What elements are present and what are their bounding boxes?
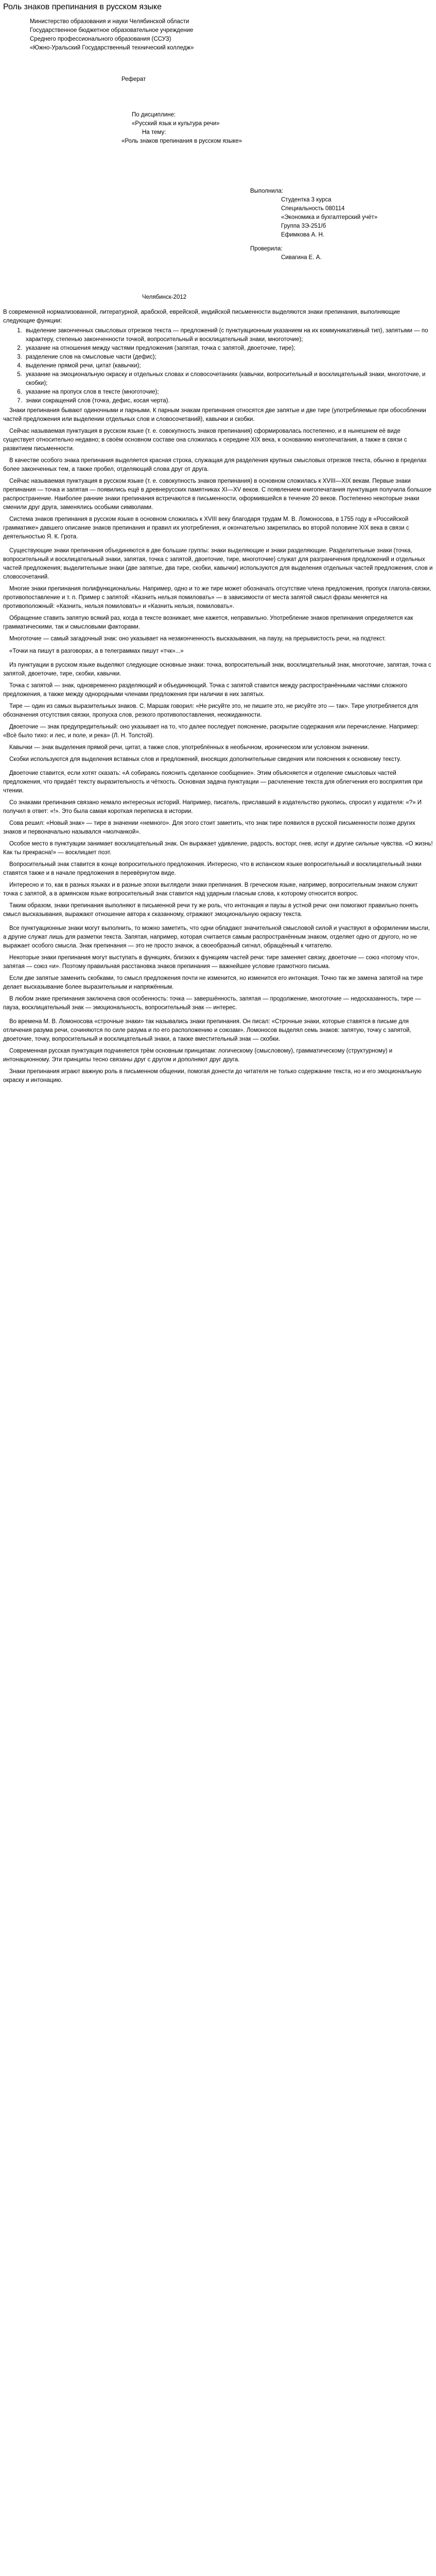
paragraph: Современная русская пунктуация подчиняется трём основным принципам: логическому (смысловому), грамматическому (структурному) и интонационному. Эти принципы тесно связаны друг с другом и дополняют друг друга. [3, 1048, 393, 1063]
paragraph: Тире — один из самых выразительных знаков. С. Маршак говорил: «Не рисуйте это, не пишите это, не рисуйте это — так». Тире употребляется для обозначения отсутствия связки, пропуска слов, резкого противопоставления, неожиданности. [3, 703, 418, 718]
paragraph: Обращение ставить запятую всякий раз, когда в тексте возникает, мне кажется, неправильно. Употребление знаков препинания определяется как грамматическими, так и смысловыми факторами. [3, 615, 413, 631]
paragraph: Некоторые знаки препинания могут выступать в функциях, близких к функциям частей речи: тире заменяет связку, двоеточие — союз «потому что», запятая — союз «и». Поэтому правильная расстановка знаков препинания — важнейшее условие грамотного письма. [3, 954, 420, 970]
paragraph: Двоеточие — знак предупредительный: оно указывает на то, что далее последует пояснение, раскрытие содержания или перечисление. Например: «Всё было тихо: и лес, и поле, и река» (Л. Н. Толстой). [3, 723, 419, 739]
doc-type: Реферат [121, 76, 146, 82]
body-section-2 [3, 547, 433, 655]
body-section-1 [3, 406, 433, 541]
paragraph: Сова решил: «Новый знак» — тире в значении «немного». Для этого стоит заметить, что знак тире появился в русской письменности позже других знаков и первоначально назывался «молчанкой». [3, 820, 415, 835]
paragraph: Сейчас называемая пунктуация в русском языке (т. е. совокупность знаков препинания) в основном сложилась к XVIII—XIX векам. Первые знаки препинания — точка и запятая — появились ещё в древнерусских памятниках XI—XV веков. С появлением книгопечатания пунктуация получила большое распространение. Наиболее ранние знаки препинания встречаются в письменности, оформившейся в течение 20 веков. Постепенно некоторые знаки сменили друг друга, заменялись особыми символами. [3, 478, 432, 511]
paragraph: Со знаками препинания связано немало интересных историй. Например, писатель, приславший в издательство рукопись, спросил у издателя: «?» И получил в ответ: «!». Это была самая короткая переписка в истории. [3, 799, 422, 815]
paragraph: В качестве особого знака препинания выделяется красная строка, служащая для разделения крупных смысловых отрезков текста, обычно в пределах более законченных тем, а также пробел, отделяющий слова друг от друга. [3, 457, 427, 473]
list-item: 7. знаки сокращений слов (точка, дефис, косая черта). [24, 397, 433, 405]
paragraph: Во времена М. В. Ломоносова «строчные знаки» так назывались знаки препинания. Он писал: «Строчные знаки, которые ставятся в письме для отличения разума речи, сочиняются по силе разума и по его расположению и союзам». Ломоносов выделял семь знаков: запятую, точку с запятой, двоеточие, точку, вопросительный и восклицательный знаки, а также вместительный знак — скобки. [3, 1019, 411, 1043]
paragraph: Многоточие — самый загадочный знак: оно указывает на незаконченность высказывания, на паузу, на прерывистость речи, на подтекст. [9, 636, 386, 642]
paragraph: Точка с запятой — знак, одновременно разделяющий и объединяющий. Точка с запятой ставится между распространёнными частями сложного предложения, а также между однородными членами предложения при наличии в них запятых. [3, 682, 408, 698]
paragraph: Особое место в пунктуации занимает восклицательный знак. Он выражает удивление, радость, восторг, гнев, испуг и другие сильные чувства. «О жизнь! Как ты прекрасна!» — восклицает поэт. [3, 840, 433, 856]
discipline-line: «Роль знаков препинания в русском языке» [121, 138, 242, 144]
executor-line: Студентка 3 курса [281, 196, 332, 203]
ministry-line: Государственное бюджетное образовательное учреждение [30, 27, 194, 33]
executor-line: «Экономика и бухгалтерский учёт» [281, 214, 378, 221]
ministry-line: «Южно-Уральский Государственный технический колледж» [30, 44, 194, 51]
paragraph: Система знаков препинания в русском языке в основном сложилась к XVIII веку благодаря трудам М. В. Ломоносова, в 1755 году в «Российской грамматике» давшего описание знаков препинания и правил их употребления, и окончательно закрепилась во второй половине XIX века в связи с деятельностью Я. К. Грота. [3, 516, 409, 540]
paragraph: Если две запятые заменить скобками, то смысл предложения почти не изменится, но изменится его интонация. Точно так же замена запятой на тире делает высказывание более выразительным и напряжённым. [3, 975, 423, 990]
discipline-block [121, 111, 433, 146]
ministry-header [3, 18, 433, 53]
executor-line: Выполнила: [250, 188, 284, 194]
list-item: 6. указание на пропуск слов в тексте (многоточие); [24, 388, 433, 397]
executor-line: Группа 3Э-251/б [281, 223, 326, 229]
paragraph: Знаки препинания играют важную роль в письменном общении, помогая донести до читателя не только содержание текста, но и его эмоциональную окраску и интонацию. [3, 1069, 422, 1084]
paragraph: Многие знаки препинания полифункциональны. Например, одно и то же тире может обозначать отсутствие члена предложения, пропуск глагола-связки, противопоставление и т. п. Пример с запятой: «Казнить нельзя помиловать» — в зависимости от места запятой смысл фразы меняется на противоположный: «Казнить, нельзя помиловать» и «Казнить нельзя, помиловать». [3, 586, 431, 610]
list-item: 1. выделение законченных смысловых отрезков текста — предложений (с пунктуационным указанием на их коммуникативный тип), запятыми — по характеру, степенью законченности точкой, вопросительный и восклицательный знаки, многоточие); [24, 327, 433, 344]
body-section-5 [3, 924, 433, 1012]
paragraph: Знаки препинания бывают одиночными и парными. К парным знакам препинания относятся две запятые и две тире (употребляемые при обособлении частей предложения или выделении отдельных слов и словосочетаний), кавычки и скобки. [3, 408, 426, 423]
executor-line: Ефимкова А. Н. [281, 231, 325, 238]
paragraph: Кавычки — знак выделения прямой речи, цитат, а также слов, употреблённых в необычном, ироническом или условном значении. [9, 744, 370, 751]
list-item: 4. выделение прямой речи, цитат (кавычки); [24, 362, 433, 370]
discipline-line: На тему: [142, 129, 166, 135]
discipline-line: По дисциплине: [132, 111, 176, 118]
paragraph: Интересно и то, как в разных языках и в разные эпохи выглядели знаки препинания. В греческом языке, например, вопросительным знаком служит точка с запятой, а в армянском языке вопросительный знак ставится над ударным гласным слова, к которому относится вопрос. [3, 882, 418, 897]
paragraph: Таким образом, знаки препинания выполняют в письменной речи ту же роль, что интонация и паузы в устной речи: они помогают правильно понять смысл высказывания, выражают отношение автора к сказанному, отражают эмоциональную окраску текста. [3, 902, 418, 918]
body-section-6 [3, 1018, 433, 1085]
paragraph: Вопросительный знак ставится в конце вопросительного предложения. Интересно, что в испанском языке вопросительный и восклицательный знаки ставятся также и в начале предложения в перевёрнутом виде. [3, 861, 422, 876]
executor-line: Сивагина Е. А. [281, 254, 322, 261]
executor-line: Проверила: [250, 245, 283, 252]
paragraph: В любом знаке препинания заключена своя особенность: точка — завершённость, запятая — продолжение, многоточие — недосказанность, тире — пауза, восклицательный знак — эмоциональность, вопросительный знак — интерес. [3, 996, 421, 1011]
intro-text: В современной нормализованной, литературной, арабской, еврейской, индийской письменности выделяются знаки препинания, выполняющие следующие функции: [3, 309, 400, 324]
paragraph: Двоеточие ставится, если хотят сказать: «А собираясь пояснить сделанное сообщение». Этим объясняется и отделение смысловых частей предложения, что придаёт тексту выразительность и чёткость. Основная задача пунктуации — расчленение текста для облегчения его восприятия при чтении. [3, 770, 423, 794]
body-section-3 [3, 661, 433, 764]
discipline-line: «Русский язык и культура речи» [132, 120, 220, 127]
document-page [0, 0, 436, 1109]
page-title: Роль знаков препинания в русском языке [3, 3, 162, 11]
city-year: Челябинск-2012 [142, 294, 187, 300]
ministry-line: Министерство образования и науки Челябинской области [30, 18, 189, 25]
paragraph: Скобки используются для выделения вставных слов и предложений, вносящих дополнительные сведения или пояснения к основному тексту. [9, 756, 402, 762]
executor-line: Специальность 080114 [281, 205, 345, 212]
paragraph: Все пунктуационные знаки могут выполнить, то можно заметить, что одни обладают значительной смысловой силой и участвуют в оформлении мысли, а другие служат лишь для разметки текста. Запятая, например, которая считается самым распространённым знаком, отделяет одно от другого, но не выражает особого смысла. Знак препинания — это не просто значок, а своеобразный сигнал, обращённый к читателю. [3, 925, 430, 949]
list-item: 2. указание на отношения между частями предложения (запятая, точка с запятой, двоеточие, тире); [24, 344, 433, 353]
executors-block [3, 187, 433, 262]
paragraph: Сейчас называемая пунктуация в русском языке (т. е. совокупность знаков препинания) сформировалась постепенно, и в нынешнем её виде существует относительно недавно; в своём основном составе она сложилась к середине XIX века, к основанию книгопечатания, а также в связи с развитием письменности. [3, 428, 407, 452]
functions-list [3, 327, 433, 405]
body-section-4 [3, 769, 433, 919]
paragraph: «Точки на пишут в разговорах, а в телеграммах пишут «тчк»...» [9, 648, 184, 654]
list-item: 3. разделение слов на смысловые части (дефис); [24, 353, 433, 362]
list-item: 5. указание на эмоциональную окраску и отдельных словах и словосочетаниях (кавычки, вопросительный и восклицательный знаки, многоточие, и скобки); [24, 370, 433, 388]
paragraph: Существующие знаки препинания объединяются в две большие группы: знаки выделяющие и знаки разделяющие. Разделительные знаки (точка, вопросительный и восклицательный знаки, запятая, точка с запятой, двоеточие, тире, многоточие) служат для разграничения предложений и отдельных частей предложения; выделительные знаки (две запятые, два тире, скобки, кавычки) используются для выделения отдельных частей предложения, слов и словосочетаний. [3, 548, 433, 581]
ministry-line: Среднего профессионального образования (ССУЗ) [30, 36, 171, 42]
paragraph: Из пунктуации в русском языке выделяют следующие основные знаки: точка, вопросительный знак, восклицательный знак, многоточие, запятая, точка с запятой, двоеточие, тире, скобки, кавычки. [3, 662, 431, 677]
